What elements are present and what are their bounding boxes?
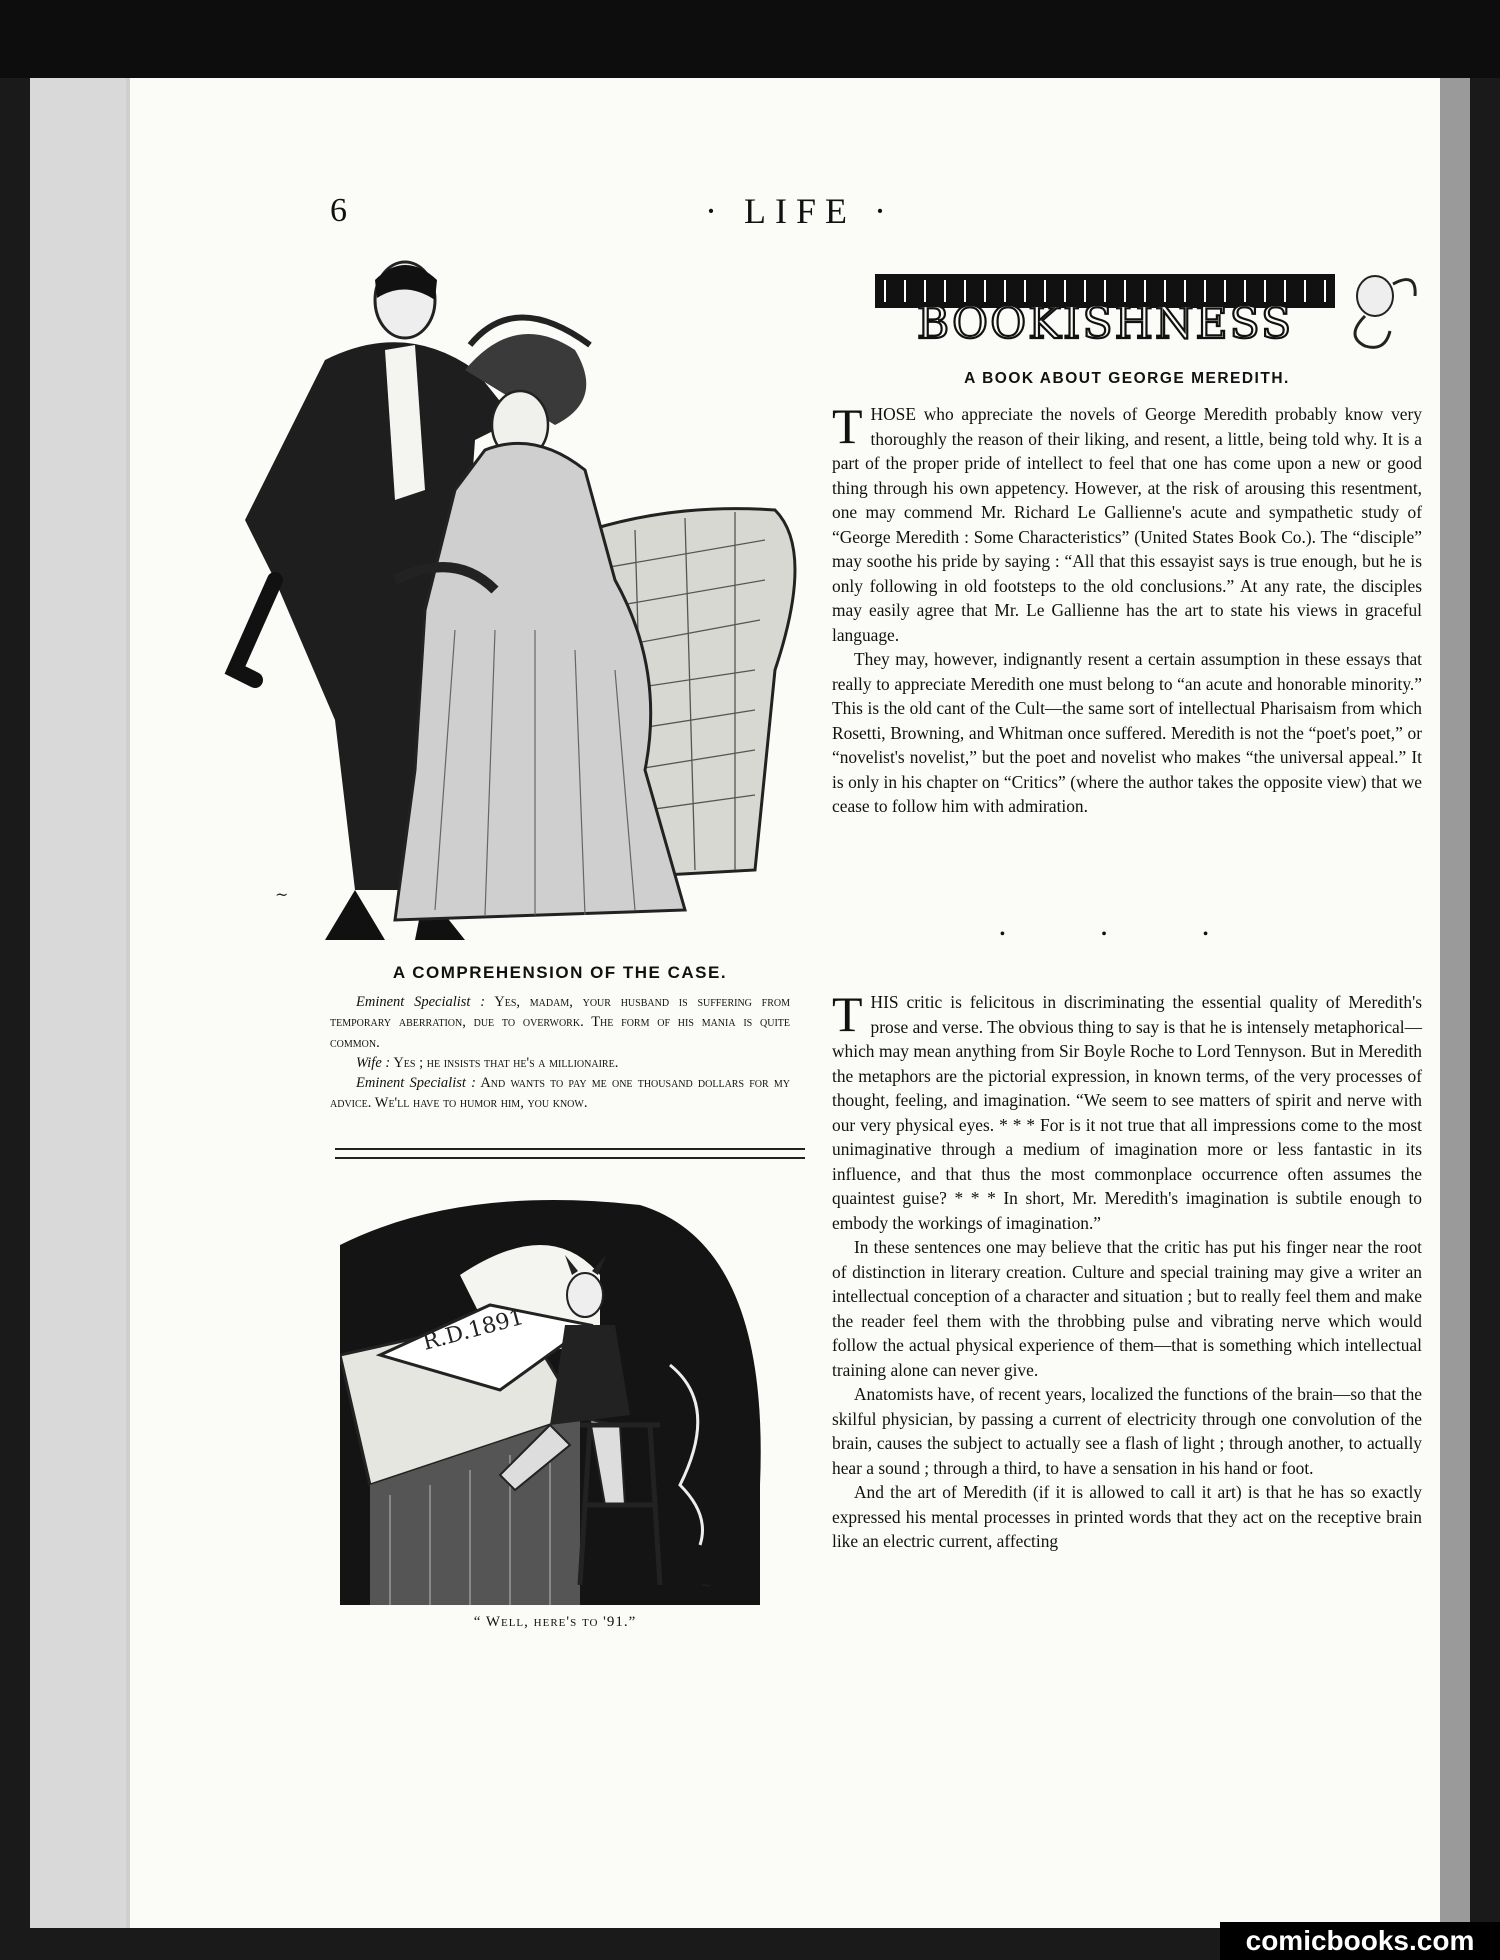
- banner-title: BOOKISHNESS: [916, 298, 1294, 349]
- article-section-2: [832, 986, 1422, 1554]
- article-section-1: [832, 398, 1422, 819]
- bottom-cartoon-caption: “ Well, here's to '91.”: [473, 1614, 637, 1630]
- site-watermark: comicbooks.com: [1220, 1922, 1500, 1960]
- specialist-wife-illustration: [215, 250, 805, 950]
- scan-background-top: [0, 0, 1500, 78]
- article-paragraph: Anatomists have, of recent years, localized the functions of the brain—so that the skilful physician, by passing a current of electricity through one convolution of the brain, causes the subject to actually see a flash of light ; through another, to actually hear a sound ; through a third, to have a sensation in his hand or foot.: [832, 1384, 1422, 1478]
- paragraph-text: HIS critic is felicitous in discriminating the essential quality of Meredith's prose and verse. The obvious thing to say is that he is intensely metaphorical—which may mean anything from Sir Boyle Roche to Lord Tennyson. But in Meredith the metaphors are the pictorial expression, in known terms, of the very processes of thought, feeling, and imagination. “We seem to see matters of spirit and nerve with our very physical eyes. * * * For is it not true that all impressions come to the most unimaginative through a medium of imagination more or less fantastic in its influence, and that thus the most commonplace occurrence often assumes the quaintest guise? * * * In short, Mr. Meredith's imagination is subtile enough to embody the workings of imagination.”: [832, 992, 1422, 1233]
- dialog-speaker: Wife :: [356, 1054, 391, 1071]
- cartoon-dialog: [330, 992, 790, 1114]
- article-paragraph: [832, 986, 1422, 1235]
- article-paragraph: In these sentences one may believe that the critic has put his finger near the root of distinction in literary creation. Culture and special training may give a writer an intellectual conception of a character and situation ; but to really feel them and make the reader feel them with the throbbing pulse and vibrating nerve which would follow the actual physical experience of them—that is something which intellectual training alone can never give.: [832, 1237, 1422, 1380]
- devil-ledger-illustration: [340, 1185, 770, 1605]
- article-title: A BOOK ABOUT GEORGE MEREDITH.: [964, 370, 1290, 387]
- page-number: 6: [330, 192, 347, 229]
- drop-cap: T: [832, 986, 863, 1042]
- dialog-speaker: Eminent Specialist :: [356, 1075, 476, 1092]
- running-title: · LIFE ·: [705, 191, 895, 231]
- drop-cap: T: [832, 398, 863, 454]
- dialog-text: Yes, madam, your husband is suffering from temporary aberration, due to overwork. The form of his mania is quite common.: [330, 994, 790, 1051]
- dialog-speaker: Eminent Specialist :: [356, 994, 486, 1010]
- binding-strip: [1440, 78, 1470, 1928]
- svg-text:~: ~: [700, 1578, 712, 1594]
- section-rule: [335, 1148, 805, 1159]
- paragraph-text: HOSE who appreciate the novels of George Meredith probably know very thoroughly the reason of their liking, and resent, a little, being told why. It is a part of the proper pride of intellect to feel that one has come upon a new or good thing through his own appetency. However, at the risk of arousing this resentment, one may commend Mr. Richard Le Gallienne's acute and sympathetic study of “George Meredith : Some Characteristics” (United States Book Co.). The “disciple” may soothe his pride by saying : “All that this essayist says is true enough, but he is only following in old footsteps to the old conclusions.” At any rate, the disciples may easily agree that Mr. Le Gallienne has the art to state his views in graceful language.: [832, 404, 1422, 645]
- ledger-label: R.D.1891: [420, 1304, 527, 1356]
- article-paragraph: [832, 398, 1422, 647]
- svg-text:~: ~: [275, 885, 289, 904]
- article-paragraph: And the art of Meredith (if it is allowed to call it art) is that he has so exactly expressed his mental processes in printed words that they act on the receptive brain like an electric current, affecting: [832, 1482, 1422, 1551]
- dialog-text: Yes ; he insists that he's a millionaire.: [393, 1054, 619, 1071]
- dialog-line: [330, 1073, 790, 1114]
- dialog-text: And wants to pay me one thousand dollars for my advice. We'll have to humor him, you know.: [330, 1075, 790, 1112]
- dialog-line: [330, 992, 790, 1053]
- section-break-asterisms: • • •: [999, 926, 1255, 943]
- article-paragraph: They may, however, indignantly resent a certain assumption in these essays that really to appreciate Meredith one must belong to “an acute and honorable minority.” This is the old cant of the Cult—the same sort of intellectual Pharisaism from which Rosetti, Browning, and Whitman once suffered. Meredith is not the “poet's poet,” or “novelist's novelist,” but the poet and novelist who makes “the universal appeal.” It is only in his chapter on “Critics” (where the author takes the opposite view) that we cease to follow him with admiration.: [832, 649, 1422, 816]
- bookishness-banner: [865, 266, 1425, 352]
- dialog-line: [330, 1053, 790, 1073]
- cartoon-title: A COMPREHENSION OF THE CASE.: [392, 963, 728, 982]
